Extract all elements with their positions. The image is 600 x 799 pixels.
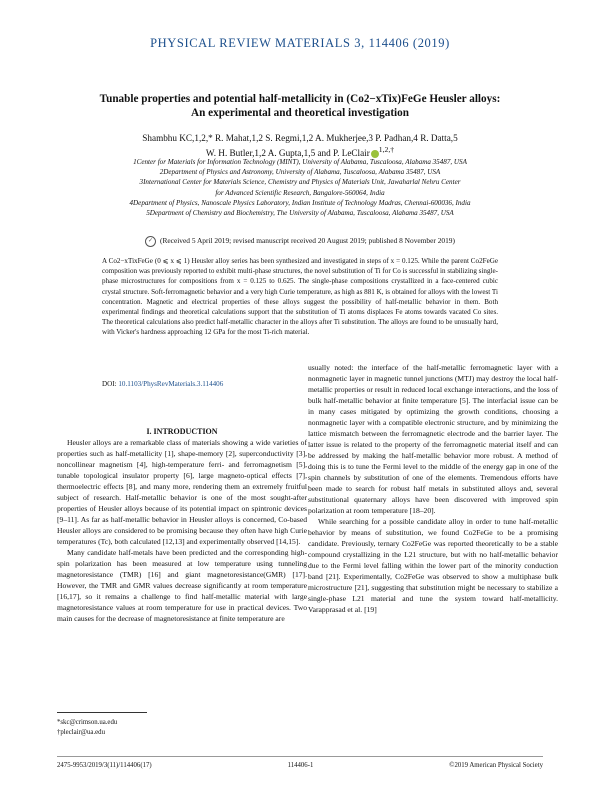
footer-page-number: 114406-1 — [287, 762, 314, 769]
received-text: (Received 5 April 2019; revised manuscript received 20 August 2019; published 8 November 2019) — [160, 236, 455, 246]
affiliation-3: 3International Center for Materials Science, Chemistry and Physics of Materials Unit, Jawaharlal Nehru Center — [139, 178, 461, 187]
footnote-star[interactable]: *skc@crimson.ua.edu — [57, 719, 118, 726]
doi-line — [102, 380, 223, 388]
intro-paragraph-1: Heusler alloys are a remarkable class of materials showing a wide varieties of properties such as half-metallicity [1], shape-memory [2], superconductivity [3], noncollinear magnetism [4], high-temperature ferri- and ferromagnetism [5], tunable topological insulator property [6], large magneto-optical effects [7], thermoelectric effects [8], and many more, rendering them an extremely fruitful subject of research. Half-metallic behavior is one of the most sought-after properties of Heusler alloys because of its potential impact on spintronic devices [9–11]. As far as half-metallic behavior in Heusler alloys is concerned, Co-based Heusler alloys are considered to be promising because they often have high Curie temperatures (Tc), both calculated [12,13] and experimentally observed [14,15]. — [57, 438, 307, 546]
affiliations — [60, 157, 540, 218]
authors-line-2-text: W. H. Butler,1,2 A. Gupta,1,5 and P. LeClair — [205, 148, 370, 159]
right-column — [308, 362, 558, 615]
title-line-1: Tunable properties and potential half-metallicity in (Co2−xTix)FeGe Heusler alloys: — [99, 93, 501, 105]
paper-title — [60, 92, 540, 120]
affiliation-2: 2Department of Physics and Astronomy, University of Alabama, Tuscaloosa, Alabama 35487, USA — [159, 168, 441, 177]
authors-line-2-suffix: 1,2,† — [378, 145, 395, 154]
bottom-rule — [57, 756, 543, 757]
footer-copyright: ©2019 American Physical Society — [449, 762, 543, 769]
author-list — [60, 132, 540, 159]
footnote-dagger[interactable]: †pleclair@ua.edu — [57, 729, 105, 736]
journal-header: PHYSICAL REVIEW MATERIALS 3, 114406 (2019) — [150, 36, 450, 50]
left-column — [57, 426, 307, 624]
page-footer — [57, 762, 543, 769]
affiliation-3-cont: for Advanced Scientific Research, Bangalore-560064, India — [215, 188, 385, 197]
title-line-2: An experimental and theoretical investigation — [191, 107, 409, 119]
footnote-rule — [57, 712, 147, 713]
affiliation-5: 5Department of Chemistry and Biochemistry, The University of Alabama, Tuscaloosa, Alabama 35487, USA — [146, 209, 454, 218]
intro-paragraph-3: usually noted: the interface of the half-metallic ferromagnetic layer with a nonmagnetic layer in magnetic tunnel junctions (MTJ) may destroy the local half-metallic properties or result in reduced local exchange interactions, and the loss of bulk half-metallic behavior at finite temperature [5]. The interfacial issue can be in many cases mitigated by optimizing the growth conditions, choosing a nonmagnetic layer with a compatible electronic structure, and by minimizing the lattice mismatch between the ferromagnetic electrode and the barrier layer. The latter issue is related to the property of the ferromagnetic material itself and can be addressed by making the half-metallic behavior more robust. A method of doing this is to tune the Fermi level to the middle of the energy gap in one of the spin channels by substitution of one of the elements. Tremendous efforts have been made to search for robust half metals in substituted alloys and, several substitutional quaternary alloys have been discovered with improved spin polarization at room temperature [18–20]. — [308, 363, 558, 515]
affiliation-4: 4Department of Physics, Nanoscale Physics Laboratory, Indian Institute of Technology Madras, Chennai-600036, India — [129, 198, 471, 207]
doi-link[interactable]: 10.1103/PhysRevMaterials.3.114406 — [118, 380, 224, 388]
received-dates — [60, 236, 540, 247]
intro-paragraph-4: While searching for a possible candidate alloy in order to tune half-metallic behavior by means of substitution, we found Co2FeGe to be a promising candidate. Previously, ternary Co2FeGe was reported theoretically to be a stable compound crystallizing in the L21 structure, but with no half-metallic behavior due to the Fermi level falling within the lower part of the minority conduction band [21]. Experimentally, Co2FeGe was observed to show a multiphase bulk microstructure [21], suggesting that substitution might be necessary to stabilize a single-phase L21 material and tune the system toward half-metallicity. Varapprasad et al. [19] — [308, 517, 558, 614]
footnotes — [57, 718, 117, 738]
abstract: A Co2−xTixFeGe (0 ⩽ x ⩽ 1) Heusler alloy series has been synthesized and investigated in steps of x = 0.125. While the parent Co2FeGe composition was previously reported to exhibit multi-phase structures, the novel substitution of Ti for Co is successful in stabilizing single-phase microstructures for compositions from x = 0.125 to 0.625. The single-phase compositions crystallized in a face-centered cubic crystal structure. Soft-ferromagnetic behavior and a very high Curie temperature, as high as 881 K, is obtained for alloys with the lowest Ti concentration. Magnetic and electrical properties of these alloys suggest the possibility of half-metallic behavior in them. Both experimental findings and theoretical calculations support that the substitution of Ti atoms displaces Fe atoms towards vacated Co sites. The theoretical calculations also predict half-metallic character in the alloys after Ti substitution. The alloys are found to be unusually hard, with Vicker's hardness approaching 12 GPa for the most Ti-rich material. — [102, 257, 498, 337]
footer-issn: 2475-9953/2019/3(11)/114406(17) — [57, 762, 152, 769]
authors-line-1: Shambhu KC,1,2,* R. Mahat,1,2 S. Regmi,1,2 A. Mukherjee,3 P. Padhan,4 R. Datta,5 — [142, 133, 458, 143]
doi-label: DOI: — [102, 380, 117, 388]
affiliation-1: 1Center for Materials for Information Technology (MINT), University of Alabama, Tuscaloosa, Alabama 35487, USA — [133, 158, 467, 166]
intro-paragraph-2: Many candidate half-metals have been predicted and the corresponding high-spin polarization has been measured at low temperature using tunneling magnetoresistance (TMR) [16] and giant magnetoresistance(GMR) [17]. However, the TMR and GMR values decrease significantly at room temperature [16,17], so it remains a challenge to find half-metallic material with large magnetoresistance values at room temperature for use in practical devices. Two main causes for the decrease of magnetoresistance at finite temperature are — [57, 548, 307, 623]
section-heading: I. INTRODUCTION — [146, 427, 218, 436]
check-for-updates-icon[interactable]: ✓ — [145, 236, 156, 247]
